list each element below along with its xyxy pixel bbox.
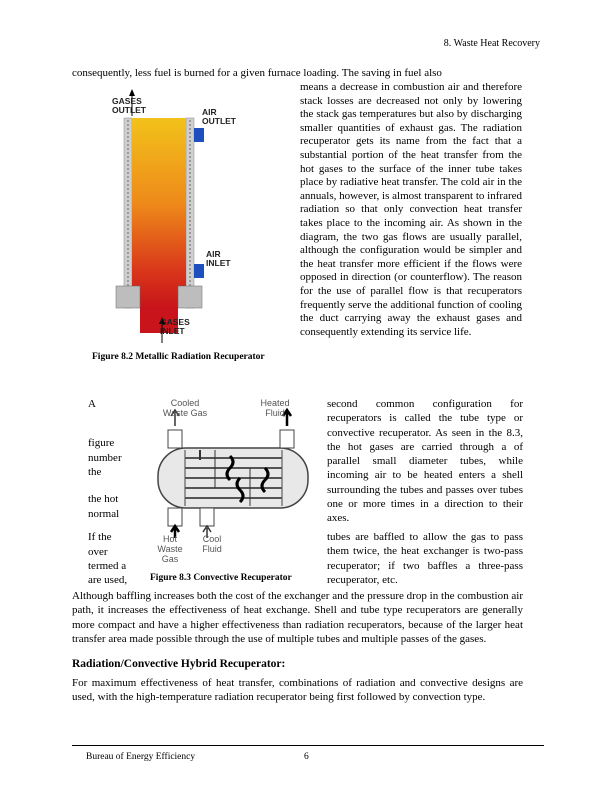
left-fragment: over [88,546,108,558]
left-fragment: A [88,398,96,410]
figure-8-2-caption: Figure 8.2 Metallic Radiation Recuperator [92,352,265,362]
cooled-waste-gas-label: Cooled Waste Gas [162,398,208,418]
cool-fluid-label: Cool Fluid [202,534,222,554]
footer-org: Bureau of Energy Efficiency [86,752,196,762]
left-fragment: figure [88,437,115,449]
gases-outlet-label: GASES OUTLET [112,96,146,115]
left-fragment: termed a [88,560,127,572]
convective-recuperator-figure [140,398,325,568]
left-fragment: number [88,452,122,464]
left-fragment: the [88,466,102,478]
radiation-recuperator-diagram [102,88,252,343]
heated-fluid-label: Heated Fluid [260,398,290,418]
radiation-recuperator-figure [102,88,252,343]
section-heading: Radiation/Convective Hybrid Recuperator: [72,658,286,670]
running-header: 8. Waste Heat Recovery [443,38,540,49]
footer-rule [72,745,544,746]
left-fragment: the hot [88,493,119,505]
hot-waste-gas-label: Hot Waste Gas [157,534,183,564]
paragraph-radiation-recuperator: means a decrease in combustion air and therefore stack losses are decreased not only by lowering the stack gas temperatures but also by discharging smaller quantities of exhaust gas. The radiation recuperator gets its name from the fact that a substantial portion of the heat transfer from the hot gases to the surface of the inner tube takes place by radiative heat transfer. The cold air in the annuals, however, is almost transparent to infrared radiation so that only convection heat transfer takes place to the incoming air. As shown in the diagram, the two gas flows are usually parallel, although the configuration would be simpler and the heat transfer more efficient if the flows were opposed in direction (or counterflow). The reason for the use of parallel flow is that recuperators frequently serve the additional function of cooling the duct carrying away the exhaust gases and consequently extending its service life. [300,81,522,338]
air-inlet-label: AIR INLET [206,249,231,268]
left-fragment: normal [88,508,120,520]
paragraph-convective-recuperator: second common configuration for recuperators is called the tube type or convective recuperator. As seen in the 8.3, the hot gases are carried through a of parallel small diameter tubes, while incoming air to be heated enters a shell surrounding the tubes and passes over tubes one or more times in a direction to their axes. [327,398,523,525]
air-outlet-label: AIR OUTLET [202,107,236,126]
paragraph-top-line: consequently, less fuel is burned for a given furnace loading. The saving in fuel also [72,67,442,79]
page-number: 6 [304,752,309,762]
paragraph-baffling: Although baffling increases both the cost of the exchanger and the pressure drop in the combustion air path, it increases the effectiveness of heat exchange. Shell and tube type recuperators are generally more compact and have a higher effectiveness than radiation recuperators, because of the larger heat transfer area made possible through the use of multiple tubes and multiple passes of the gases. [72,590,523,645]
paragraph-baffled-tubes: tubes are baffled to allow the gas to pass them twice, the heat exchanger is two-pass recuperator; if two baffles a three-pass recuperator, etc. [327,531,523,586]
gases-inlet-label: GASES INLET [160,317,190,336]
figure-8-3-caption: Figure 8.3 Convective Recuperator [150,573,292,583]
paragraph-hybrid: For maximum effectiveness of heat transfer, combinations of radiation and convective designs are used, with the high-temperature radiation recuperator being first followed by convection type. [72,677,523,704]
left-fragment: If the [88,531,112,543]
left-fragment: are used, [88,574,128,586]
